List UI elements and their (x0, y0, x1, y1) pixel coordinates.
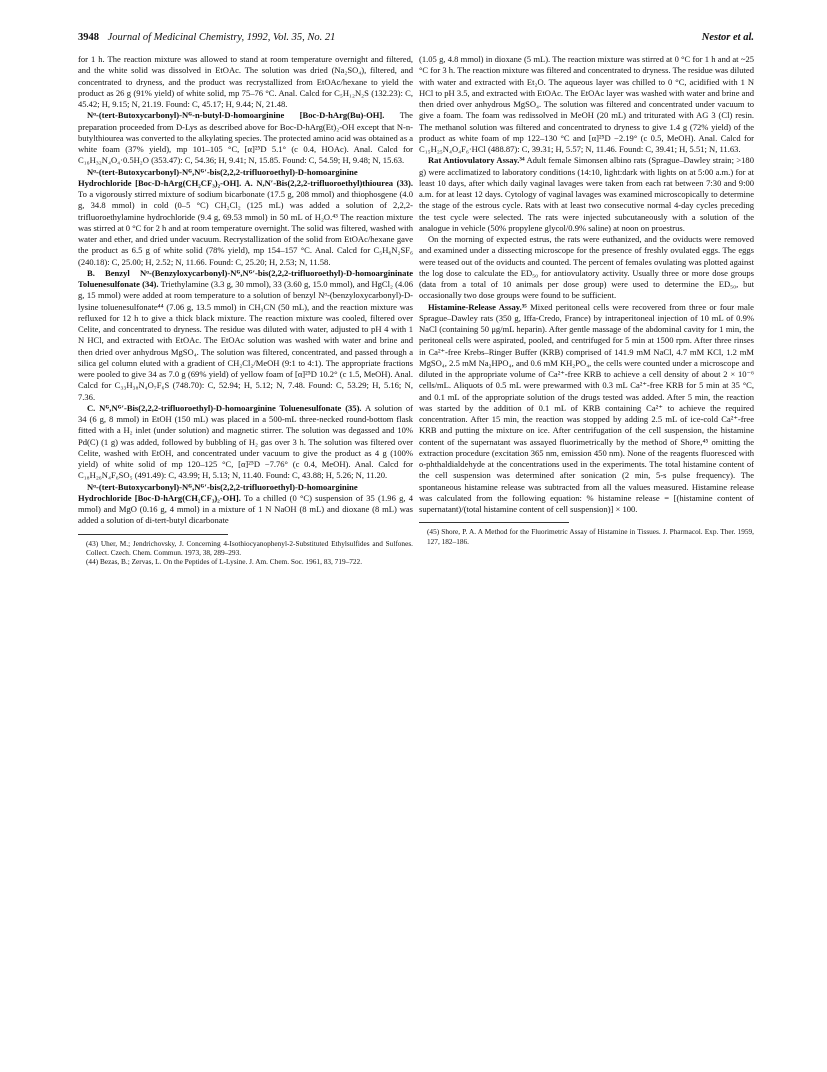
paragraph-body: A solution of 34 (6 g, 8 mmol) in EtOH (150 mL) was placed in a 500-mL three-necked round-bottom flask fitted with a H₂ inlet (under solution) and magnetic stirrer. The solution was degassed and 10% Pd(C) (1 g) was added, followed by bubbling of H₂ gas over 3 h. The solution was filtered over Celite, washed with EtOH, and concentrated under vacuum to give the product as 4 g (100% yield) of white solid of mp 120–125 °C, [α]²⁵D −7.76° (c 0.4, MeOH). Anal. Calcd for C₁₈H₂₆N₄F₆SO₅ (491.49): C, 43.99; H, 5.13; N, 11.40. Found: C, 43.88; H, 5.26; N, 11.20. (78, 402, 413, 481)
footnote: (43) Uher, M.; Jendrichovsky, J. Concerning 4-Isothiocyanophenyl-2-Substituted Ethylsulfides and Sulfones. Collect. Czech. Chem. Commun. 1973, 38, 289–293. (86, 538, 413, 557)
journal-citation: Journal of Medicinal Chemistry, 1992, Vol. 35, No. 21 (107, 32, 336, 43)
footnote-divider (419, 522, 569, 523)
paragraph-body: Triethylamine (3.3 g, 30 mmol), 33 (3.60 g, 15.0 mmol), and HgCl₂ (4.06 g, 15 mmol) were added at room temperature to a solution of benzyl Nᵅ-(benzyloxycarbonyl)-D-lysine toluenesulfonate⁴⁴ (7.06 g, 13.5 mmol) in CH₃CN (50 mL), and the reaction mixture was refluxed for 12 h to give a thick black mixture. The reaction mixture was cooled, filtered over Celite, and concentrated to dryness. The residue was diluted with water, adjusted to pH 4 with 1 N HCl, and extracted with EtOAc. The EtOAc solution was washed with water and brine and then dried over anhydrous MgSO₄. The solution was filtered, concentrated, and passed through a silica gel column eluted with a gradient of CH₂Cl₂/MeOH (9:1 to 4:1). The appropriate fractions were pooled to give 34 as 7.0 g (69% yield) of yellow foam of [α]²⁵D 10.2° (c 1.5, MeOH). Anal. Calcd for C₃₃H₃₈N₄O₇F₆S (748.70): C, 52.94; H, 5.12; N, 7.48. Found: C, 53.29; H, 5.16; N, 7.36. (78, 279, 413, 402)
paragraph-body: Mixed peritoneal cells were recovered from three or four male Sprague–Dawley rats (350 g, Iffa-Credo, France) by intraperitoneal injection of 10 mL of 0.9% NaCl (containing 50 μg/mL heparin). After gentle massage of the abdominal cavity for 1 min, the peritoneal cells were aspirated, pooled, and centrifuged for 5 min at 1500 rpm. After three rinses in Ca²⁺-free Krebs–Ringer Buffer (KRB) comprised of 141.9 mM NaCl, 4.7 mM KCl, 1.2 mM MgSO₄, 2.5 mM Na₂HPO₄, and 0.6 mM KH₂PO₄, the cells were counted under a microscope and diluted in the appropriate volume of Ca²⁺-free KRB to achieve a cell density of about 2 × 10⁻⁶ cells/mL. Aliquots of 0.5 mL were prewarmed with 0.3 mL Ca²⁺-free KRB for 5 min at 35 °C, and 0.1 mL of the appropriate solution of the drugs tested was added. After 5 min, the reaction was started by the addition of 0.1 mL of KRB containing Ca²⁺ to achieve the required concentration. After 15 min, the reaction was stopped by adding 2.5 mL of ice-cold Ca²⁺-free KRB and putting the mixture on ice. After centrifugation of the cell suspension, the histamine content of the supernatant was assayed fluorimetrically by the method of Shore,⁴⁵ omitting the extraction procedure (excitation 365 nm, emission 450 nm). None of the reagents fluoresced with o-phthaldialdehyde at the concentrations used in the experiments. The total histamine content of the cell suspension was determined after sonication (2 min, 5-s pulse frequency). The spontaneous histamine release was subtracted from all the values measured. Histamine release was calculated from the following equation: % histamine release = [(histamine content of supernatant)/(total histamine content of cell suspension)] × 100. (419, 301, 754, 514)
page-number: 3948 (78, 32, 99, 43)
paragraph (78, 482, 413, 527)
paragraph-body: The preparation proceeded from D-Lys as described above for Boc-D-hArg(Et)₂-OH except that N-n-butylthiourea was converted to the alkylating species. The protected amino acid was obtained as a white foam (37% yield), mp 101–105 °C, [α]²⁵D 5.1° (c 0.4, HOAc). Anal. Calcd for C₁₆H₃₂N₄O₄·0.5H₂O (353.47): C, 54.36; H, 9.41; N, 15.85. Found: C, 54.59; H, 9.48; N, 15.63. (78, 110, 413, 166)
paragraph (78, 54, 413, 110)
running-header (78, 30, 754, 46)
paragraph-body: (1.05 g, 4.8 mmol) in dioxane (5 mL). The reaction mixture was stirred at 0 °C for 1 h and at ~25 °C for 3 h. The reaction mixture was filtered and concentrated to dryness. The residue was diluted with water and extracted with Et₂O. The aqueous layer was chilled to 0 °C, acidified with 1 N HCl to pH 3.5, and extracted with EtOAc. The EtOAc layer was washed with water and brine and then dried over anhydrous MgSO₄. The solution was filtered and concentrated under vacuum to give a foam. The foam was redissolved in MeOH (20 mL) and triturated with AG 3 (Cl) resin. The methanol solution was filtered and concentrated to dryness to give 1.4 g (72% yield) of the product as white foam of mp 122–130 °C and [α]²⁵D −2.19° (c 0.5, MeOH). Anal. Calcd for C₁₅H₂₅N₄O₄F₆·HCl (488.87): C, 39.31; H, 5.57; N, 11.46. Found: C, 39.41; H, 5.51; N, 11.63. (419, 54, 754, 154)
paragraph (78, 268, 413, 403)
paragraph-body: To a chilled (0 °C) suspension of 35 (1.96 g, 4 mmol) and MgO (0.16 g, 4 mmol) in a mixture of 1 N NaOH (8 mL) and dioxane (8 mL) was added a solution of di-tert-butyl dicarbonate (78, 492, 413, 526)
paragraph (78, 403, 413, 482)
section-heading: Rat Antiovulatory Assay.³⁴ (428, 155, 525, 166)
compound-heading: Nᵅ-(tert-Butoxycarbonyl)-Nᴳ,Nᴳ′-bis(2,2,2-trifluoroethyl)-D-homoarginine Hydrochloride [Boc-D-hArg(CH₂CF₃)₂-OH]. A. N,N′-Bis(2,2,2-trifluoroethyl)thiourea (33). (78, 166, 413, 188)
paragraph-body: On the morning of expected estrus, the rats were euthanized, and the oviducts were removed and examined under a dissecting microscope for the presence of freshly ovulated eggs. The eggs were teased out of the oviducts and counted. The percent of females ovulating was plotted against the log dose to calculate the ED₅₀ for antiovulatory activity. Usually three or more dose groups (data from a total of 10 animals per dose group) were used to determine the ED₅₀, but occasionally two dose groups were found to be sufficient. (419, 234, 754, 301)
compound-heading: Nᵅ-(tert-Butoxycarbonyl)-Nᴳ,Nᴳ′-bis(2,2,2-trifluoroethyl)-D-homoarginine Hydrochloride [Boc-D-hArg(CH₂CF₃)₂-OH]. (78, 481, 358, 503)
paragraph (419, 234, 754, 302)
footnote: (45) Shore, P. A. A Method for the Fluorimetric Assay of Histamine in Tissues. J. Pharmacol. Exp. Ther. 1959, 127, 182–186. (427, 527, 754, 546)
paragraph (78, 167, 413, 268)
paragraph-body: Adult female Simonsen albino rats (Sprague–Dawley strain; >180 g) were acclimatized to laboratory conditions (14:10, light:dark with lights on at 5:00 a.m.) for at least 10 days, after which daily vaginal lavages were taken from each rat between 7:30 and 9:00 a.m. for at least 12 days. Cytology of vaginal lavages was examined microscopically to determine the stage of the estrous cycle. Rats with at least two consecutive normal 4-day cycles preceding the test cycle were selected. The rats were injected subcutaneously with a solution of the analogue in vehicle (50% propylene glycol/0.9% saline) at noon on proestrus. (419, 155, 754, 233)
left-column (78, 54, 413, 567)
footnote: (44) Bezas, B.; Zervas, L. On the Peptides of L-Lysine. J. Am. Chem. Soc. 1961, 83, 719–722. (86, 557, 363, 567)
section-heading: Histamine-Release Assay.³⁵ (428, 301, 527, 312)
compound-heading: B. Benzyl Nᵅ-(Benzyloxycarbonyl)-Nᴳ,Nᴳ′-bis(2,2,2-trifluoroethyl)-D-homoargininate Toluenesulfonate (34). (78, 267, 413, 289)
paragraph-body: To a vigorously stirred mixture of sodium bicarbonate (17.5 g, 208 mmol) and thiophosgene (4.0 g, 34.8 mmol) in cold (0–5 °C) CH₂Cl₂ (125 mL) was added a solution of 2,2,2-trifluoroethylamine hydrochloride (9.4 g, 69.53 mmol) in 50 mL of H₂O.⁴³ The reaction mixture was stirred at 0 °C for 2 h and at room temperature overnight. The solid was filtered, washed with water and ether, and dried under vacuum. Recrystallization of the solid from EtOAc/hexane gave the product as 6.5 g of white solid (78% yield), mp 154–157 °C. Anal. Calcd for C₅H₆N₂SF₆ (240.18): C, 25.00; H, 2.52; N, 11.66. Found: C, 25.20; H, 2.53; N, 11.58. (78, 189, 413, 267)
running-author: Nestor et al. (701, 32, 754, 43)
right-column (419, 54, 754, 546)
paragraph (419, 54, 754, 155)
paragraph-body: for 1 h. The reaction mixture was allowed to stand at room temperature overnight and filtered, and the white solid was dissolved in EtOAc. The solution was dried (Na₂SO₄), filtered, and concentrated to dryness, and the product was recrystallized from EtOAc/hexane to yield the product as 26 g (91% yield) of white solid, mp 75–76 °C. Anal. Calcd for C₅H₁₂N₂S (132.23): C, 45.42; H, 9.15; N, 21.19. Found: C, 45.17; H, 9.44; N, 21.48. (78, 54, 413, 109)
paragraph (419, 155, 754, 234)
footnote-divider (78, 534, 228, 535)
paragraph (419, 302, 754, 516)
compound-heading: C. Nᴳ,Nᴳ′-Bis(2,2,2-trifluoroethyl)-D-homoarginine Toluenesulfonate (35). (87, 402, 362, 413)
compound-heading: Nᵅ-(tert-Butoxycarbonyl)-Nᴳ-n-butyl-D-homoarginine [Boc-D-hArg(Bu)-OH]. (87, 110, 385, 121)
paragraph (78, 110, 413, 166)
